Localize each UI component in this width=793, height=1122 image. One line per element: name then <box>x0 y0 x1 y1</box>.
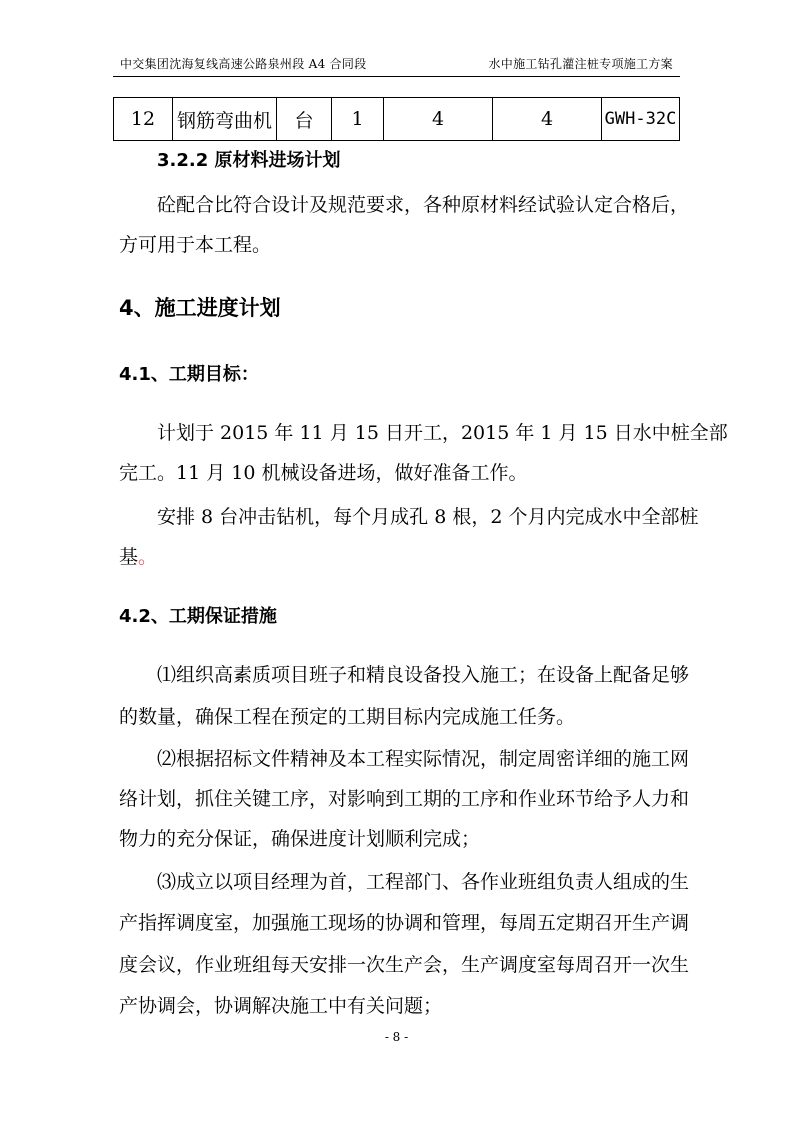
paragraph-line: 安排 8 台冲击钻机，每个月成孔 8 根，2 个月内完成水中全部桩 <box>157 506 699 528</box>
measure-3-line: 度会议，作业班组每天安排一次生产会，生产调度室每周召开一次生 <box>119 954 690 976</box>
paragraph-line: 计划于 2015 年 11 月 15 日开工，2015 年 1 月 15 日水中桩全部 <box>157 422 728 444</box>
table-cell: GWH-32C <box>602 98 680 141</box>
table-cell: 4 <box>493 98 602 141</box>
table-cell: 1 <box>332 98 384 141</box>
paragraph-line: 方可用于本工程。 <box>119 234 272 256</box>
header-rule <box>113 76 680 77</box>
table-cell: 12 <box>114 98 173 141</box>
table-row <box>114 98 680 141</box>
measure-1-line: 的数量，确保工程在预定的工期目标内完成施工任务。 <box>119 706 576 728</box>
measure-2-line: 物力的充分保证，确保进度计划顺利完成； <box>119 828 481 850</box>
measure-1-line: ⑴组织高素质项目班子和精良设备投入施工；在设备上配备足够 <box>157 664 690 686</box>
section-heading-4-2: 4.2、工期保证措施 <box>119 606 277 627</box>
table-cell: 钢筋弯曲机 <box>173 98 277 141</box>
paragraph-line: 完工。11 月 10 机械设备进场，做好准备工作。 <box>119 462 528 484</box>
section-heading-4: 4、施工进度计划 <box>119 296 281 320</box>
paragraph-punctuation: 。 <box>138 546 158 568</box>
section-heading-3-2-2: 3.2.2 原材料进场计划 <box>157 150 341 171</box>
measure-2-line: 络计划，抓住关键工序，对影响到工期的工序和作业环节给予人力和 <box>119 788 690 810</box>
measure-3-line: 产指挥调度室，加强施工现场的协调和管理，每周五定期召开生产调 <box>119 912 690 934</box>
header-left: 中交集团沈海复线高速公路泉州段 A4 合同段 <box>120 57 367 71</box>
paragraph-line: 砼配合比符合设计及规范要求，各种原材料经试验认定合格后， <box>157 194 690 216</box>
table-cell: 4 <box>384 98 493 141</box>
section-heading-4-1: 4.1、工期目标： <box>119 364 259 385</box>
measure-3-line: 产协调会，协调解决施工中有关问题； <box>119 995 443 1017</box>
paragraph-text: 基 <box>119 546 139 568</box>
measure-2-line: ⑵根据招标文件精神及本工程实际情况，制定周密详细的施工网 <box>157 748 690 770</box>
table-cell: 台 <box>277 98 332 141</box>
paragraph-line <box>119 545 680 569</box>
measure-3-line: ⑶成立以项目经理为首，工程部门、各作业班组负责人组成的生 <box>157 871 690 893</box>
header-right: 水中施工钻孔灌注桩专项施工方案 <box>488 57 673 71</box>
page-number: - 8 - <box>384 1030 409 1044</box>
equipment-table <box>113 97 680 141</box>
